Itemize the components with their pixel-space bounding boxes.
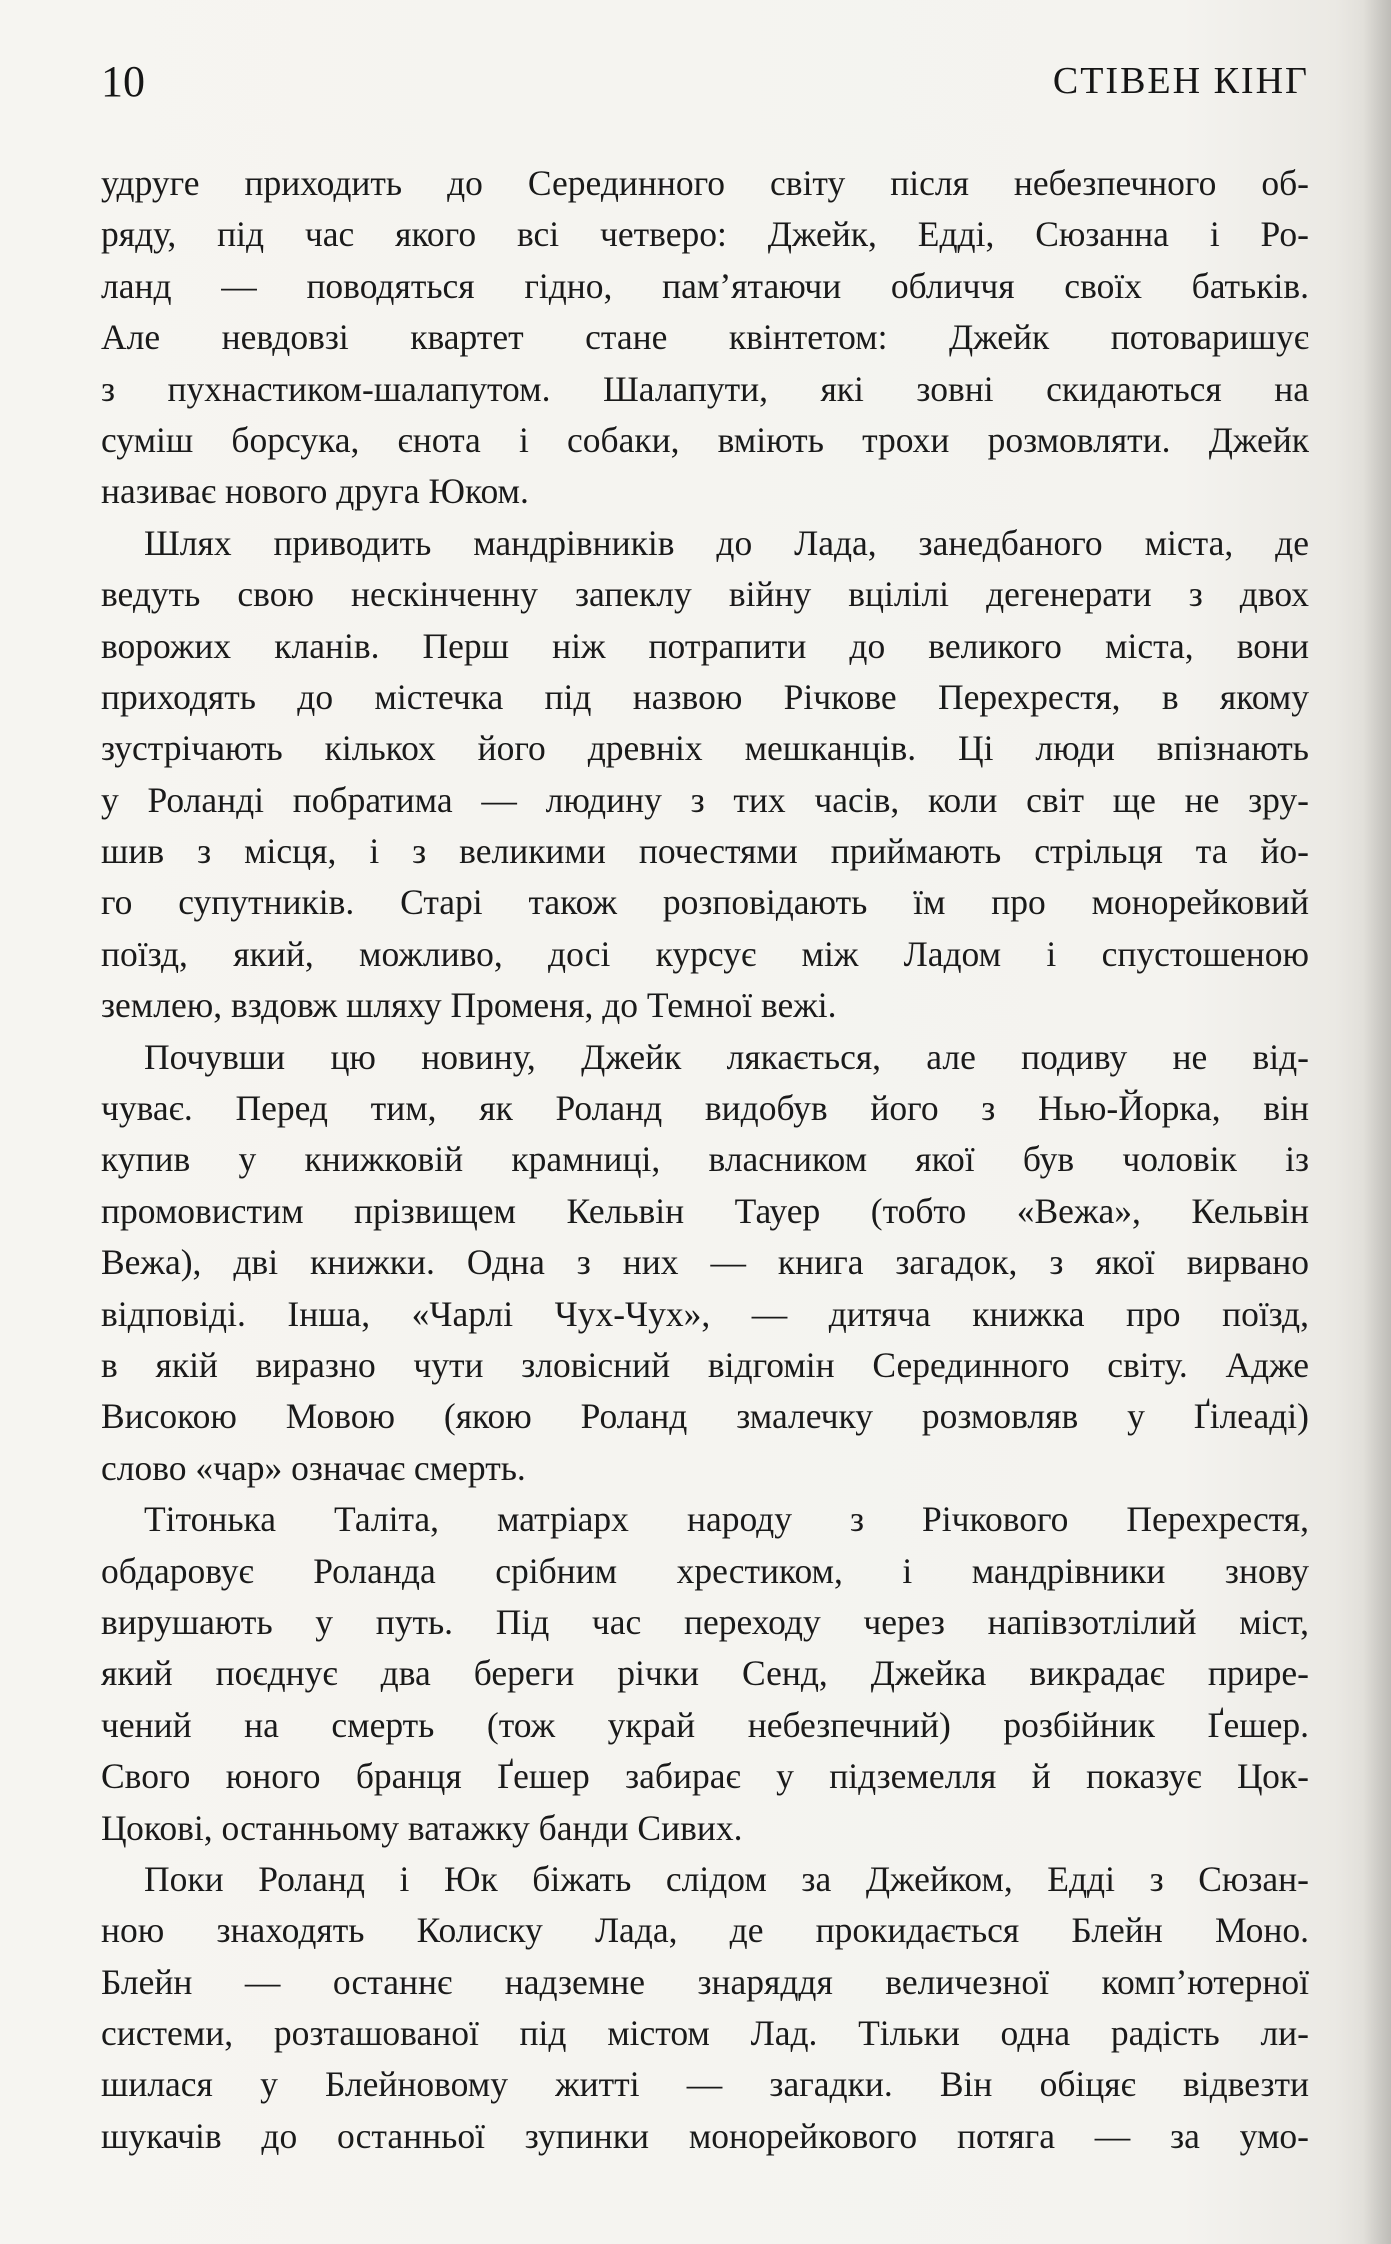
page-edge-shadow (1363, 0, 1391, 2244)
book-title: СТІВЕН КІНГ (1052, 60, 1309, 102)
text-line: в якій виразно чути зловісний відгомін Серединного світу. Адже (101, 1344, 1309, 1385)
text-line: Почувши цю новину, Джейк лякається, але подиву не від- (144, 1036, 1309, 1077)
paragraph-1 (101, 158, 1309, 518)
text-line: чуває. Перед тим, як Роланд видобув його з Нью-Йорка, він (101, 1088, 1309, 1129)
text-line: шилася у Блейновому житті — загадки. Він обіцяє відвезти (101, 2064, 1309, 2105)
body-text (101, 158, 1309, 2162)
text-line: з пухнастиком-шалапутом. Шалапути, які зовні скидаються на (101, 368, 1309, 409)
text-line: Блейн — останнє надземне знаряддя величезної комп’ютерної (101, 1961, 1309, 2002)
text-line: називає нового друга Юком. (101, 471, 529, 512)
running-head (101, 52, 1309, 112)
text-line: слово «чар» означає смерть. (101, 1447, 526, 1488)
text-line: промовистим прізвищем Кельвін Тауер (тобто «Вежа», Кельвін (101, 1190, 1309, 1231)
text-line: Але невдовзі квартет стане квінтетом: Джейк потоваришує (101, 317, 1309, 358)
text-line: Вежа), дві книжки. Одна з них — книга загадок, з якої вирвано (101, 1242, 1309, 1283)
text-line: у Роланді побратима — людину з тих часів, коли світ ще не зру- (101, 779, 1309, 820)
text-line: купив у книжковій крамниці, власником якої був чоловік із (101, 1139, 1309, 1180)
text-line: відповіді. Інша, «Чарлі Чух-Чух», — дитяча книжка про поїзд, (101, 1293, 1309, 1334)
text-line: поїзд, який, можливо, досі курсує між Ладом і спустошеною (101, 933, 1309, 974)
text-line: зустрічають кількох його древніх мешканців. Ці люди впізнають (101, 728, 1309, 769)
text-line: вирушають у путь. Під час переходу через напівзотлілий міст, (101, 1601, 1309, 1642)
text-line: Високою Мовою (якою Роланд змалечку розмовляв у Ґілеаді) (101, 1396, 1309, 1437)
text-line: шукачів до останньої зупинки монорейкового потяга — за умо- (101, 2115, 1309, 2156)
text-line: землею, вздовж шляху Променя, до Темної вежі. (101, 985, 837, 1026)
text-line: го супутників. Старі також розповідають їм про монорейковий (101, 882, 1309, 923)
paragraph-4 (101, 1494, 1309, 1854)
paragraph-2 (101, 518, 1309, 1032)
text-line: ряду, під час якого всі четверо: Джейк, Едді, Сюзанна і Ро- (101, 214, 1309, 255)
text-line: Поки Роланд і Юк біжать слідом за Джейком, Едді з Сюзан- (144, 1858, 1309, 1899)
text-line: ною знаходять Колиску Лада, де прокидається Блейн Моно. (101, 1910, 1309, 1951)
text-line: Цокові, останньому ватажку банди Сивих. (101, 1807, 743, 1848)
text-line: чений на смерть (тож украй небезпечний) розбійник Ґешер. (101, 1704, 1309, 1745)
text-line: шив з місця, і з великими почестями приймають стрільця та йо- (101, 831, 1309, 872)
text-line: Шлях приводить мандрівників до Лада, занедбаного міста, де (144, 522, 1309, 563)
paragraph-3 (101, 1032, 1309, 1495)
text-line: приходять до містечка під назвою Річкове Перехрестя, в якому (101, 676, 1309, 717)
text-line: суміш борсука, єнота і собаки, вміють трохи розмовляти. Джейк (101, 419, 1309, 460)
text-line: удруге приходить до Серединного світу після небезпечного об- (101, 163, 1309, 203)
text-line: системи, розташованої під містом Лад. Тільки одна радість ли- (101, 2013, 1309, 2054)
text-line: Свого юного бранця Ґешер забирає у підземелля й показує Цок- (101, 1756, 1309, 1797)
text-line: Тітонька Таліта, матріарх народу з Річкового Перехрестя, (144, 1499, 1309, 1540)
text-line: ворожих кланів. Перш ніж потрапити до великого міста, вони (101, 625, 1309, 666)
text-line: ведуть свою нескінченну запеклу війну вцілілі дегенерати з двох (101, 574, 1309, 615)
text-line: який поєднує два береги річки Сенд, Джейка викрадає прире- (101, 1653, 1309, 1694)
text-line: ланд — поводяться гідно, пам’ятаючи обличчя своїх батьків. (101, 265, 1309, 306)
text-line: обдаровує Роланда срібним хрестиком, і мандрівники знову (101, 1550, 1309, 1591)
paragraph-5 (101, 1854, 1309, 2162)
page-number: 10 (101, 57, 145, 106)
